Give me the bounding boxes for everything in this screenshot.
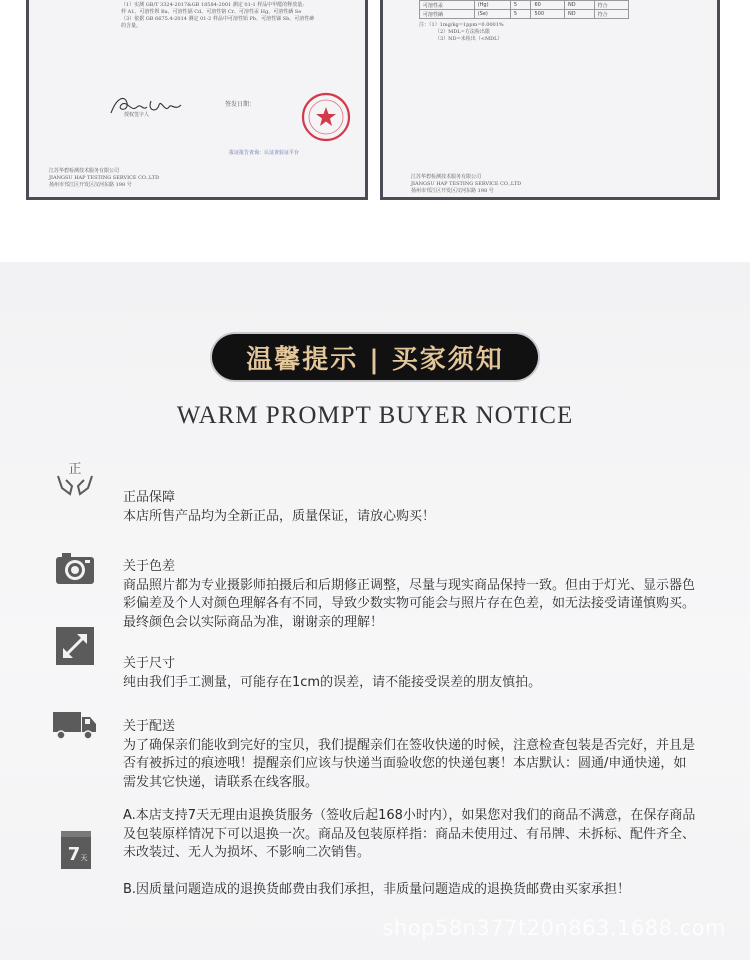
table-cell: 可溶性汞 [420,1,475,10]
table-row [420,10,629,19]
report-line: （3）依据 GB 6675.4-2014 测定 01-2 样品中可溶性铅 Pb、可溶性锑 Sb、可溶性砷 [121,16,315,22]
item-body: B.因质量问题造成的退换货邮费由我们承担，非质量问题造成的退换货邮费由买家承担！ [123,881,631,897]
item-title: 关于色差 [123,559,176,574]
table-cell: 500 [531,10,565,19]
item-body: 纯由我们手工测量，可能存在1cm的误差，请不能接受误差的朋友慎拍。 [123,674,542,690]
company-address: 扬州市邗江区开发区汉河东路 198 号 [411,188,494,194]
signature-caption: 授权签字人 [124,112,150,118]
report-note: （2）MDL=方法检出限 [435,29,490,35]
item-body: 商品照片都为专业摄影师拍摄后和后期修正调整，尽量与现实商品保持一致。但由于灯光、显示器色彩偏差及个人对颜色理解各有不同，导致少数实物可能会与照片存在色差，如无法接受请谨慎购买。最终颜色会以实际商品为准，谢谢亲的理解！ [123,577,696,630]
shop-watermark: shop58n377t20n863.1688.com [382,916,726,940]
company-address: 扬州市邗江区开发区汉河东路 198 号 [49,182,132,188]
verify-note: 报证报告查询：认证查验证平台 [229,150,300,156]
table-cell: 5 [510,10,531,19]
report-note: 注：（1）1mg/kg=1ppm=0.0001% [419,22,504,28]
table-cell: 符合 [594,1,629,10]
report-note: （3）ND=未检出（<MDL） [435,36,503,42]
item-body: 为了确保亲们能收到完好的宝贝，我们提醒亲们在签收快递的时候，注意检查包装是否完好，并且是否有被拆过的痕迹哦！提醒亲们应该与快递当面验收您的快递包裹！本店默认：圆通/申通快递，如需发其它快递，请联系在线客服。 [123,737,696,790]
signature [107,93,185,124]
table-cell: 60 [531,1,565,10]
svg-text:天: 天 [80,854,88,862]
notice-title: 温馨提示 | 买家须知 [246,344,504,375]
table-cell: 符合 [594,10,629,19]
company-name-en: JIANGSU HAP TESTING SERVICE CO.,LTD [411,181,522,187]
svg-text:正: 正 [68,462,82,477]
issue-date-label: 签发日期： [225,101,256,108]
table-cell: 5 [510,1,531,10]
resize-arrow-icon [54,625,96,667]
item-body: A.本店支持7天无理由退换货服务（签收后起168小时内），如果您对我们的商品不满意，在保存商品及包装原样情况下可以退换一次。商品及包装原样指：商品未使用过、有吊牌、未拆标、配件齐全、未改装过、无人为损坏、不影响二次销售。 [123,808,696,860]
result-table [419,0,629,19]
svg-text:7: 7 [67,844,81,865]
report-line: 的含量。 [121,23,142,29]
buyer-notice-section [0,262,750,960]
report-line: 样 A1、可溶性钡 Ba、可溶性镉 Cd、可溶性铬 Cr、可溶性汞 Hg、可溶性硒 Se [121,9,302,15]
report-line: （1）实测 GB/T 3324-2017&GB 18584-2001 测定 01-1 样品中甲醛的释放量; [121,2,304,8]
company-name: 江苏华碧检测技术服务有限公司 [411,174,482,180]
delivery-truck-icon [52,706,98,748]
item-body: 本店所售产品均为全新正品，质量保证，请放心购买！ [123,508,436,524]
camera-icon [54,548,96,590]
certificate-section [0,0,750,262]
company-name: 江苏华碧检测技术服务有限公司 [49,168,120,174]
item-title: 关于尺寸 [123,656,176,671]
table-cell: (Se) [474,10,510,19]
table-cell: ND [564,1,594,10]
table-cell: 可溶性硒 [420,10,475,19]
table-row [420,1,629,10]
company-name-en: JIANGSU HAP TESTING SERVICE CO.,LTD [49,175,160,181]
notice-subtitle: WARM PROMPT BUYER NOTICE [176,402,574,429]
test-report-left [26,0,368,200]
item-title: 正品保障 [123,490,176,505]
table-cell: (Hg) [474,1,510,10]
test-report-right [380,0,720,200]
notice-title-banner [212,334,538,380]
genuine-hands-icon [54,458,96,500]
item-title: 关于配送 [123,719,176,734]
official-seal-icon [301,92,351,142]
seven-day-return-icon [57,829,95,871]
table-cell: ND [564,10,594,19]
